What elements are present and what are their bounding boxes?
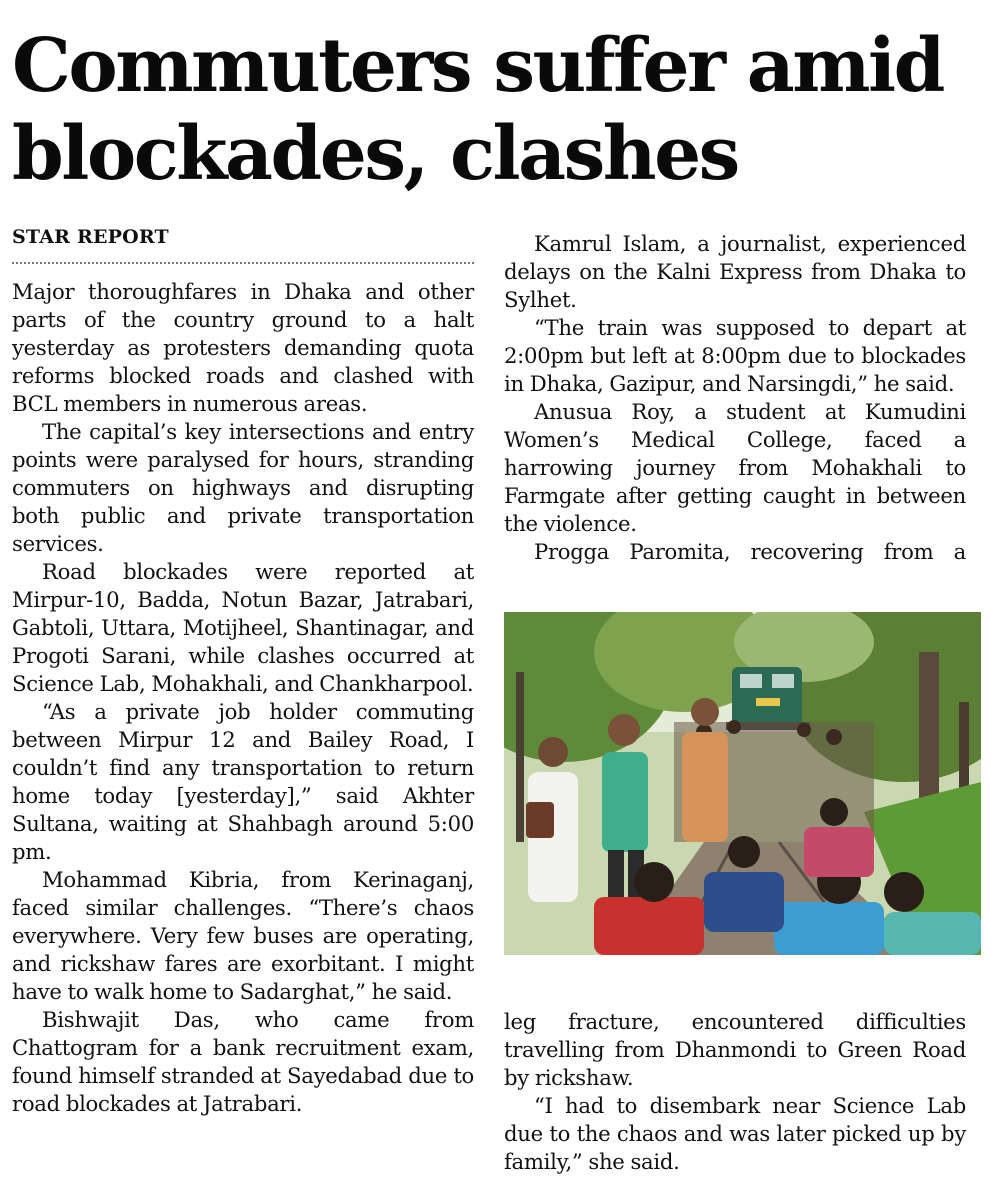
paragraph: Anusua Roy, a student at Kumudini Women’s Medical College, faced a harrowing journey from Mohakhali to Farmgate after getting caught in between the violence. bbox=[504, 399, 966, 536]
paragraph: Mohammad Kibria, from Kerinaganj, faced similar challenges. “There’s chaos everywhere. Very few buses are operating, and rickshaw fares are exorbitant. I might have to walk home to Sadarghat,” he said. bbox=[12, 867, 474, 1004]
paragraph: “The train was supposed to depart at 2:00pm but left at 8:00pm due to blockades in Dhaka, Gazipur, and Narsingdi,” he said. bbox=[504, 315, 966, 396]
paragraph: Bishwajit Das, who came from Chattogram for a bank recruitment exam, found himself stranded at Sayedabad due to road blockades at Jatrabari. bbox=[12, 1007, 474, 1116]
paragraph: The capital’s key intersections and entry points were paralysed for hours, stranding commuters on highways and disrupting both public and private transportation services. bbox=[12, 419, 474, 556]
paragraph: leg fracture, encountered difficulties travelling from Dhanmondi to Green Road by rickshaw. bbox=[504, 1009, 966, 1090]
paragraph: Kamrul Islam, a journalist, experienced delays on the Kalni Express from Dhaka to Sylhet. bbox=[504, 231, 966, 312]
paragraph: “As a private job holder commuting between Mirpur 12 and Bailey Road, I couldn’t find any transportation to return home today [yesterday],” said Akhter Sultana, waiting at Shahbagh around 5:00 pm. bbox=[12, 699, 474, 864]
article-column-right-bottom bbox=[504, 1008, 966, 1176]
byline: STAR REPORT bbox=[12, 226, 169, 248]
news-photo bbox=[504, 612, 981, 955]
paragraph: Major thoroughfares in Dhaka and other parts of the country ground to a halt yesterday as protesters demanding quota reforms blocked roads and clashed with BCL members in numerous areas. bbox=[12, 279, 474, 416]
paragraph: “I had to disembark near Science Lab due to the chaos and was later picked up by family,” she said. bbox=[504, 1093, 966, 1174]
photo-protesters-on-railway-track-icon bbox=[504, 612, 981, 955]
byline-divider bbox=[12, 262, 474, 264]
headline: Commuters suffer amid blockades, clashes bbox=[12, 23, 943, 197]
article-column-left bbox=[12, 278, 474, 1118]
article-column-right-top bbox=[504, 230, 966, 566]
paragraph: Progga Paromita, recovering from a bbox=[534, 539, 966, 564]
paragraph: Road blockades were reported at Mirpur-10, Badda, Notun Bazar, Jatrabari, Gabtoli, Uttara, Motijheel, Shantinagar, and Progoti Sarani, while clashes occurred at Science Lab, Mohakhali, and Chankharpool. bbox=[12, 559, 474, 696]
